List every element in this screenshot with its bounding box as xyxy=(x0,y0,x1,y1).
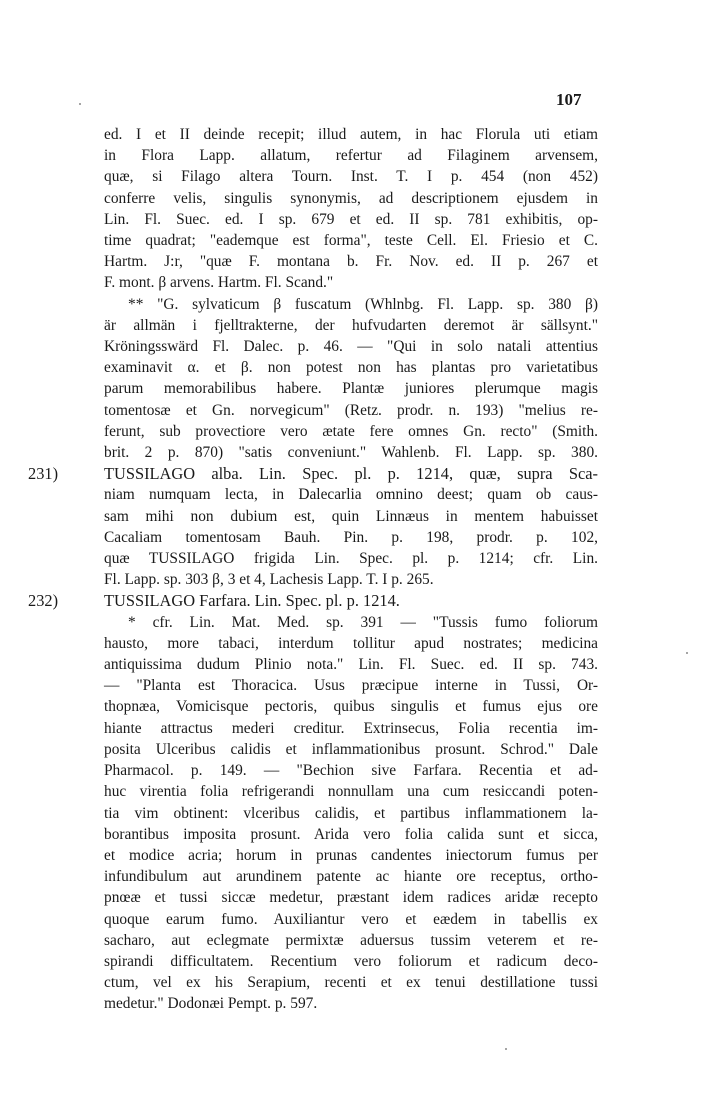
text-line: Fl. Lapp. sp. 303 β, 3 et 4, Lachesis Lapp. T. I p. 265. xyxy=(104,571,434,589)
text-line: Pharmacol. p. 149. — "Bechion sive Farfara. Recentia et ad- xyxy=(104,762,598,780)
entry-232 xyxy=(28,590,598,611)
text-line: quæ TUSSILAGO frigida Lin. Spec. pl. p. 1214; cfr. Lin. xyxy=(104,550,598,568)
text-line: sam mihi non dubium est, quin Linnæus in mentem habuisset xyxy=(104,507,598,525)
text-line: parum memorabilibus habere. Plantæ juniores plerumque magis xyxy=(104,380,598,398)
paper-speck xyxy=(686,652,688,654)
text-line: antiquissima dudum Plinio nota." Lin. Fl. Suec. ed. II sp. 743. xyxy=(104,656,598,674)
text-line: — "Planta est Thoracica. Usus præcipue interne in Tussi, Or- xyxy=(104,677,598,695)
text-line: time quadrat; "eademque est forma", teste Cell. El. Friesio et C. xyxy=(104,232,598,250)
text-line: niam numquam lecta, in Dalecarlia omnino deest; quam ob caus- xyxy=(104,486,598,504)
text-line: hiante attractus mederi creditur. Extrinsecus, Folia recentia im- xyxy=(104,719,598,737)
text-line: huc virentia folia refrigerandi nonnullam una cum resiccandi poten- xyxy=(104,783,598,801)
text-line: spirandi difficultatem. Recentium vero foliorum et radicum deco- xyxy=(104,952,598,970)
text-line: quæ, si Filago altera Tourn. Inst. T. I p. 454 (non 452) xyxy=(104,168,598,186)
paper-speck xyxy=(505,1048,507,1050)
text-line: är allmän i fjelltrakterne, der hufvudarten deremot är sällsynt." xyxy=(104,316,598,334)
footnote-line: ** "G. sylvaticum β fuscatum (Whlnbg. Fl. Lapp. sp. 380 β) xyxy=(128,295,598,313)
text-line: hausto, more tabaci, interdum tollitur apud nostrates; medicina xyxy=(104,634,598,652)
entry-heading-line: TUSSILAGO alba. Lin. Spec. pl. p. 1214, quæ, supra Sca- xyxy=(104,464,598,484)
text-line: F. mont. β arvens. Hartm. Fl. Scand." xyxy=(104,274,334,292)
text-line: Kröningsswärd Fl. Dalec. p. 46. — "Qui in solo natali attentius xyxy=(104,338,598,356)
text-line: sacharo, aut eclegmate permixtæ aduersus tussim veterem et re- xyxy=(104,931,598,949)
text-line: infundibulum aut arundinem patente ac hiante ore receptus, ortho- xyxy=(104,868,598,886)
text-line: borantibus imposita prosunt. Arida vero folia calida sunt et sicca, xyxy=(104,825,598,843)
text-line: tia vim obtinent: vlceribus calidis, et partibus inflammationem la- xyxy=(104,804,598,822)
text-line: pnœæ et tussi siccæ medetur, præstant idem radices aridæ recepto xyxy=(104,889,598,907)
text-line: brit. 2 p. 870) "satis conveniunt." Wahlenb. Fl. Lapp. sp. 380. xyxy=(104,444,598,462)
text-line: ferunt, sub provectiore vero ætate fere omnes Gn. recto" (Smith. xyxy=(104,422,598,440)
text-line: Hartm. J:r, "quæ F. montana b. Fr. Nov. ed. II p. 267 et xyxy=(104,253,598,271)
text-line: thopnæa, Vomicisque pectoris, quibus singulis et fumus ejus ore xyxy=(104,698,598,716)
text-line: medetur." Dodonæi Pempt. p. 597. xyxy=(104,995,318,1013)
text-line: ed. I et II deinde recepit; illud autem, in hac Florula uti etiam xyxy=(104,126,598,143)
paper-speck xyxy=(79,103,81,105)
text-line: tomentosæ et Gn. norvegicum" (Retz. prodr. n. 193) "melius re- xyxy=(104,401,598,419)
text-line: posita Ulceribus calidis et inflammationibus prosunt. Schrod." Dale xyxy=(104,740,598,758)
entry-number: 232) xyxy=(28,591,59,611)
text-line: Cacaliam tomentosam Bauh. Pin. p. 198, prodr. p. 102, xyxy=(104,528,598,546)
page-number: 107 xyxy=(556,90,582,109)
entry-number: 231) xyxy=(28,464,59,484)
footnote-line: * cfr. Lin. Mat. Med. sp. 391 — "Tussis fumo foliorum xyxy=(128,613,598,631)
entry-heading-line: TUSSILAGO Farfara. Lin. Spec. pl. p. 1214. xyxy=(104,591,400,611)
body-text xyxy=(28,124,598,1015)
text-line: Lin. Fl. Suec. ed. I sp. 679 et ed. II sp. 781 exhibitis, op- xyxy=(104,210,598,228)
text-line: quoque earum fumo. Auxiliantur vero et eædem in tabellis ex xyxy=(104,910,598,928)
text-line: ctum, vel ex his Serapium, recenti et ex tenui destillatione tussi xyxy=(104,974,598,992)
text-line: examinavit α. et β. non potest non has plantas pro varietatibus xyxy=(104,359,598,377)
entry-231 xyxy=(28,463,598,484)
text-line: in Flora Lapp. allatum, refertur ad Filaginem arvensem, xyxy=(104,147,598,165)
text-line: conferre velis, singulis synonymis, ad descriptionem ejusdem in xyxy=(104,189,598,207)
text-line: et modice acria; horum in prunas candentes iniectorum fumus per xyxy=(104,846,598,864)
